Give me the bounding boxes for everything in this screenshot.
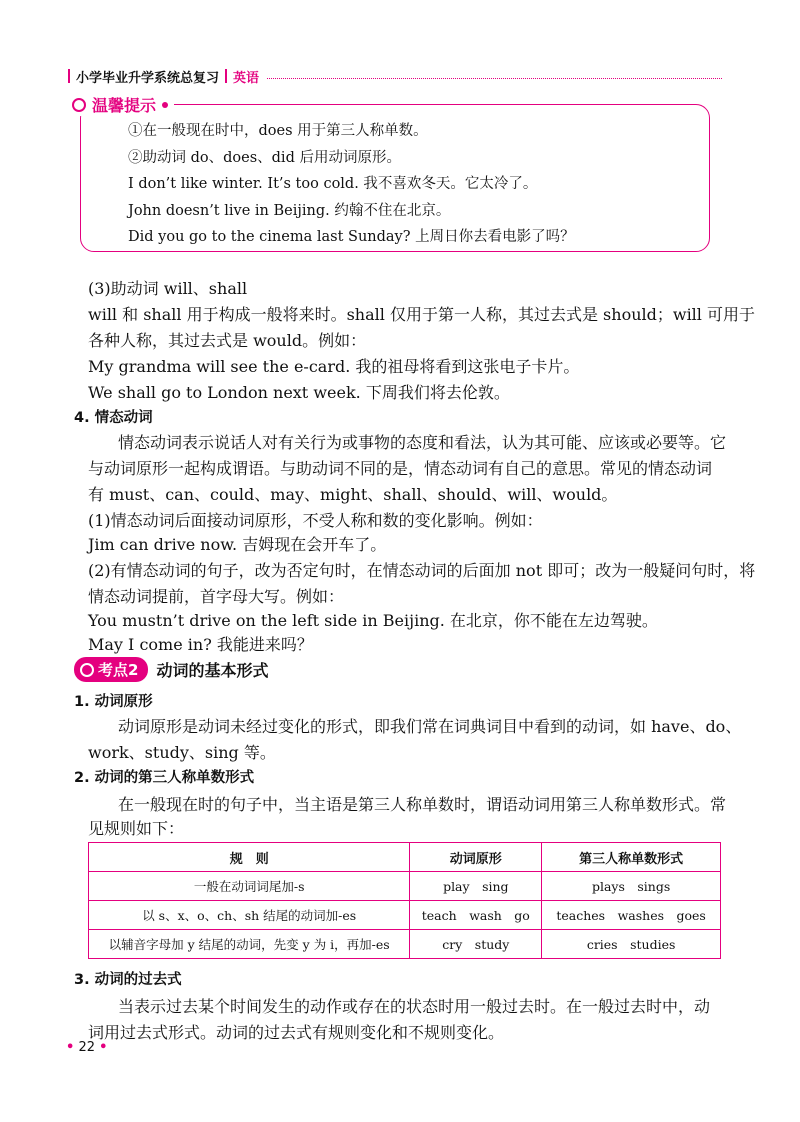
tip-content xyxy=(128,118,575,251)
paragraph-line: (1)情态动词后面接动词原形，不受人称和数的变化影响。例如： xyxy=(88,511,543,530)
table-cell: plays sings xyxy=(542,872,721,901)
section-heading: 1. 动词原形 xyxy=(74,694,153,710)
lightbulb-icon xyxy=(72,98,86,112)
tip-title xyxy=(68,93,174,116)
paragraph-line: will 和 shall 用于构成一般将来时。shall 仅用于第一人称，其过去式是 should；will 可用于 xyxy=(88,305,756,324)
section-title: (3)助动词 will、shall xyxy=(88,279,248,298)
table-cell: teaches washes goes xyxy=(542,901,721,930)
tip-line: I don’t like winter. It’s too cold. 我不喜欢冬天。它太冷了。 xyxy=(128,176,538,192)
running-header xyxy=(62,64,722,88)
third-person-rules-table xyxy=(88,842,721,959)
kaodian-badge xyxy=(74,657,148,682)
table-cell: cry study xyxy=(410,930,542,959)
example-line: May I come in? 我能进来吗？ xyxy=(88,635,313,654)
table-row xyxy=(89,901,721,930)
tip-line: Did you go to the cinema last Sunday? 上周日你去看电影了吗？ xyxy=(128,229,575,245)
paragraph-line: 在一般现在时的句子中，当主语是第三人称单数时，谓语动词用第三人称单数形式。常 xyxy=(118,795,727,814)
table-cell: 一般在动词词尾加-s xyxy=(89,872,410,901)
table-cell: 以 s、x、o、ch、sh 结尾的动词加-es xyxy=(89,901,410,930)
table-row xyxy=(89,930,721,959)
paragraph-line: 与动词原形一起构成谓语。与助动词不同的是，情态动词有自己的意思。常见的情态动词 xyxy=(88,459,713,478)
section-heading: 4. 情态动词 xyxy=(74,410,153,426)
table-cell: play sing xyxy=(410,872,542,901)
paragraph-line: 情态动词提前，首字母大写。例如： xyxy=(88,587,345,606)
kaodian-title: 动词的基本形式 xyxy=(156,661,269,680)
paragraph-line: 见规则如下： xyxy=(88,819,185,838)
header-separator xyxy=(225,69,227,83)
book-title: 小学毕业升学系统总复习 xyxy=(76,70,220,86)
table-cell: teach wash go xyxy=(410,901,542,930)
page-number xyxy=(66,1040,107,1055)
table-cell: cries studies xyxy=(542,930,721,959)
header-dotted-rule xyxy=(267,78,722,79)
paragraph-line: 各种人称，其过去式是 would。例如： xyxy=(88,331,367,350)
tip-line: ①在一般现在时中，does 用于第三人称单数。 xyxy=(128,123,428,139)
example-line: My grandma will see the e-card. 我的祖母将看到这张电子卡片。 xyxy=(88,357,580,376)
page-number-dot: • xyxy=(66,1040,75,1055)
table-header-cell: 第三人称单数形式 xyxy=(542,843,721,872)
example-line: We shall go to London next week. 下周我们将去伦敦。 xyxy=(88,383,510,402)
paragraph-line: (2)有情态动词的句子，改为否定句时，在情态动词的后面加 not 即可；改为一般疑问句时，将 xyxy=(88,561,756,580)
section-heading: 3. 动词的过去式 xyxy=(74,972,182,988)
subject-label: 英语 xyxy=(233,70,260,86)
table-header-cell: 动词原形 xyxy=(410,843,542,872)
target-icon xyxy=(80,663,94,677)
tip-title-text: 温馨提示 xyxy=(92,96,157,115)
header-bar xyxy=(68,69,70,83)
page-number-dot: • xyxy=(99,1040,108,1055)
paragraph-line: 情态动词表示说话人对有关行为或事物的态度和看法，认为其可能、应该或必要等。它 xyxy=(118,433,727,452)
table-cell: 以辅音字母加 y 结尾的动词，先变 y 为 i，再加-es xyxy=(89,930,410,959)
kaodian-heading xyxy=(74,657,268,682)
tip-title-dot xyxy=(162,102,168,108)
page-number-text: 22 xyxy=(78,1040,95,1055)
section-heading: 2. 动词的第三人称单数形式 xyxy=(74,770,255,786)
tip-line: ②助动词 do、does、did 后用动词原形。 xyxy=(128,149,401,166)
paragraph-line: work、study、sing 等。 xyxy=(88,743,276,762)
table-header-cell: 规 则 xyxy=(89,843,410,872)
tip-line: John doesn’t live in Beijing. 约翰不住在北京。 xyxy=(128,202,451,219)
paragraph-line: 有 must、can、could、may、might、shall、should、will、would。 xyxy=(88,485,618,504)
example-line: You mustn’t drive on the left side in Beijing. 在北京，你不能在左边驾驶。 xyxy=(88,611,658,630)
kaodian-badge-text: 考点2 xyxy=(98,661,139,679)
paragraph-line: 动词原形是动词未经过变化的形式，即我们常在词典词目中看到的动词，如 have、do、 xyxy=(118,717,742,736)
table-header-row xyxy=(89,843,721,872)
paragraph-line: 当表示过去某个时间发生的动作或存在的状态时用一般过去时。在一般过去时中，动 xyxy=(118,997,711,1016)
paragraph-line: 词用过去式形式。动词的过去式有规则变化和不规则变化。 xyxy=(88,1023,505,1042)
table-row xyxy=(89,872,721,901)
example-line: Jim can drive now. 吉姆现在会开车了。 xyxy=(88,535,387,554)
